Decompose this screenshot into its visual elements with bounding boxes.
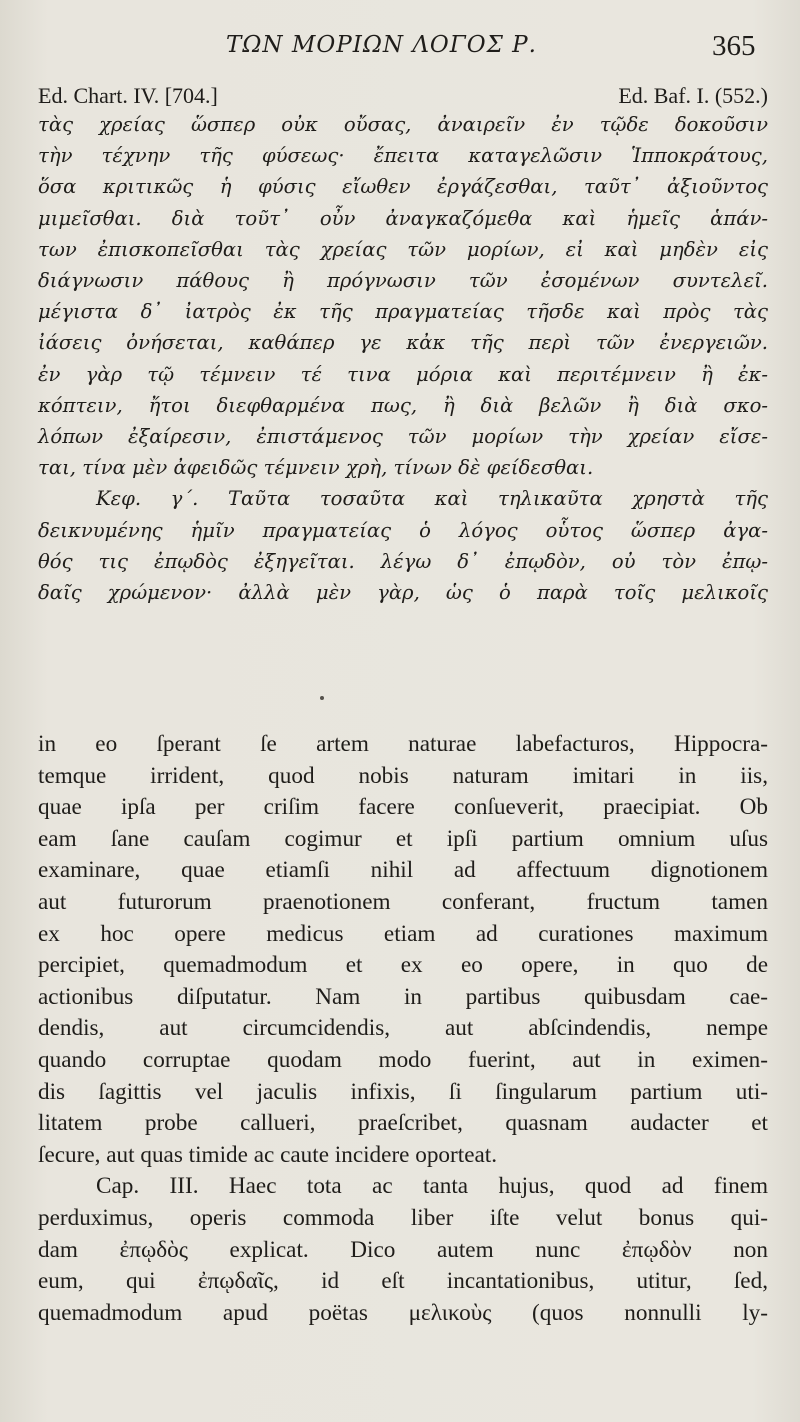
latin-line: perduximus, operis commoda liber iſte velut bonus qui- (38, 1204, 768, 1231)
greek-line: των ἐπισκοπεῖσθαι τὰς χρείας τῶν μορίων, εἰ καὶ μηδὲν εἰς (38, 237, 768, 261)
latin-line: quando corruptae quodam modo fuerint, aut in eximen- (38, 1046, 768, 1073)
greek-text-block (38, 109, 768, 608)
greek-line: ἐν γὰρ τῷ τέμνειν τέ τινα μόρια καὶ περιτέμνειν ἢ ἐκ- (38, 362, 768, 386)
latin-line: dam ἐπῳδὸς explicat. Dico autem nunc ἐπῳδὸν non (38, 1236, 768, 1263)
latin-line: percipiet, quemadmodum et ex eo opere, in quo de (38, 952, 768, 979)
greek-line: τὰς χρείας ὥσπερ οὐκ οὔσας, ἀναιρεῖν ἐν τῷδε δοκοῦσιν (38, 113, 768, 136)
latin-line: litatem probe callueri, praeſcribet, quasnam audacter et (38, 1110, 768, 1137)
greek-line: ται, τίνα μὲν ἀφειδῶς τέμνειν χρὴ, τίνων δὲ φείδεσθαι. (38, 456, 594, 480)
greek-chapter-heading-line: Κεφ. γ΄. Ταῦτα τοσαῦτα καὶ τηλικαῦτα χρηστὰ τῆς (96, 487, 768, 511)
latin-chapter-heading-line: Cap. III. Haec tota ac tanta hujus, quod ad finem (96, 1173, 768, 1200)
greek-line: θός τις ἐπῳδὸς ἐξηγεῖται. λέγω δ᾽ ἐπῳδὸν, οὐ τὸν ἐπῳ- (38, 549, 768, 573)
greek-line: κόπτειν, ἤτοι διεφθαρμένα πως, ἢ διὰ βελῶν ἢ διὰ σκο- (38, 393, 768, 417)
latin-line: ex hoc opere medicus etiam ad curationes maximum (38, 920, 768, 947)
latin-text-block (38, 729, 768, 1329)
latin-line: dendis, aut circumcidendis, aut abſcindendis, nempe (38, 1015, 768, 1042)
greek-line: δαῖς χρώμενον· ἀλλὰ μὲν γὰρ, ὡς ὁ παρὰ τοῖς μελικοῖς (38, 581, 768, 605)
page-number: 365 (712, 30, 756, 62)
print-speck (320, 696, 324, 700)
latin-line: quemadmodum apud poëtas μελικοὺς (quos nonnulli ly- (38, 1299, 768, 1326)
latin-line: actionibus diſputatur. Nam in partibus quibusdam cae- (38, 983, 768, 1010)
latin-line: eum, qui ἐπῳδαῖς, id eſt incantationibus, utitur, ſed, (38, 1268, 768, 1295)
latin-line: ſecure, aut quas timide ac caute incidere oporteat. (38, 1141, 498, 1168)
greek-line: τὴν τέχνην τῆς φύσεως· ἔπειτα καταγελῶσιν Ἱπποκράτους, (38, 144, 768, 168)
running-head (0, 28, 800, 68)
greek-line: μιμεῖσθαι. διὰ τοῦτ᾽ οὖν ἀναγκαζόμεθα καὶ ἡμεῖς ἁπάν- (38, 206, 768, 230)
latin-line: temque irrident, quod nobis naturam imitari in iis, (38, 762, 768, 789)
edition-basel: Ed. Baf. I. (552.) (618, 83, 768, 108)
latin-line: aut futurorum praenotionem conferant, fructum tamen (38, 888, 768, 915)
greek-line: διάγνωσιν πάθους ἢ πρόγνωσιν τῶν ἐσομένων συντελεῖ. (38, 269, 768, 293)
edition-chartier: Ed. Chart. IV. [704.] (38, 83, 218, 108)
greek-line: λόπων ἐξαίρεσιν, ἐπιστάμενος τῶν μορίων τὴν χρείαν εἴσε- (38, 425, 768, 449)
greek-line: μέγιστα δ᾽ ἰατρὸς ἐκ τῆς πραγματείας τῆσδε καὶ πρὸς τὰς (38, 300, 768, 324)
latin-line: quae ipſa per criſim facere conſueverit, praecipiat. Ob (38, 794, 768, 821)
running-title: ΤΩΝ ΜΟΡΙΩΝ ΛΟΓΟΣ Ρ. (226, 32, 537, 58)
latin-line: eam ſane cauſam cogimur et ipſi partium omnium uſus (38, 825, 768, 852)
greek-line: δεικνυμένης ἡμῖν πραγματείας ὁ λόγος οὗτος ὥσπερ ἀγα- (38, 518, 768, 542)
latin-line: examinare, quae etiamſi nihil ad affectuum dignotionem (38, 857, 768, 884)
greek-line: ὅσα κριτικῶς ἡ φύσις εἴωθεν ἐργάζεσθαι, ταῦτ᾽ ἀξιοῦντος (38, 175, 768, 199)
latin-line: dis ſagittis vel jaculis infixis, ſi ſingularum partium uti- (38, 1078, 768, 1105)
latin-line: in eo ſperant ſe artem naturae labefacturos, Hippocra- (38, 731, 768, 757)
greek-line: ἰάσεις ὀνήσεται, καθάπερ γε κἀκ τῆς περὶ τῶν ἐνεργειῶν. (38, 331, 768, 355)
